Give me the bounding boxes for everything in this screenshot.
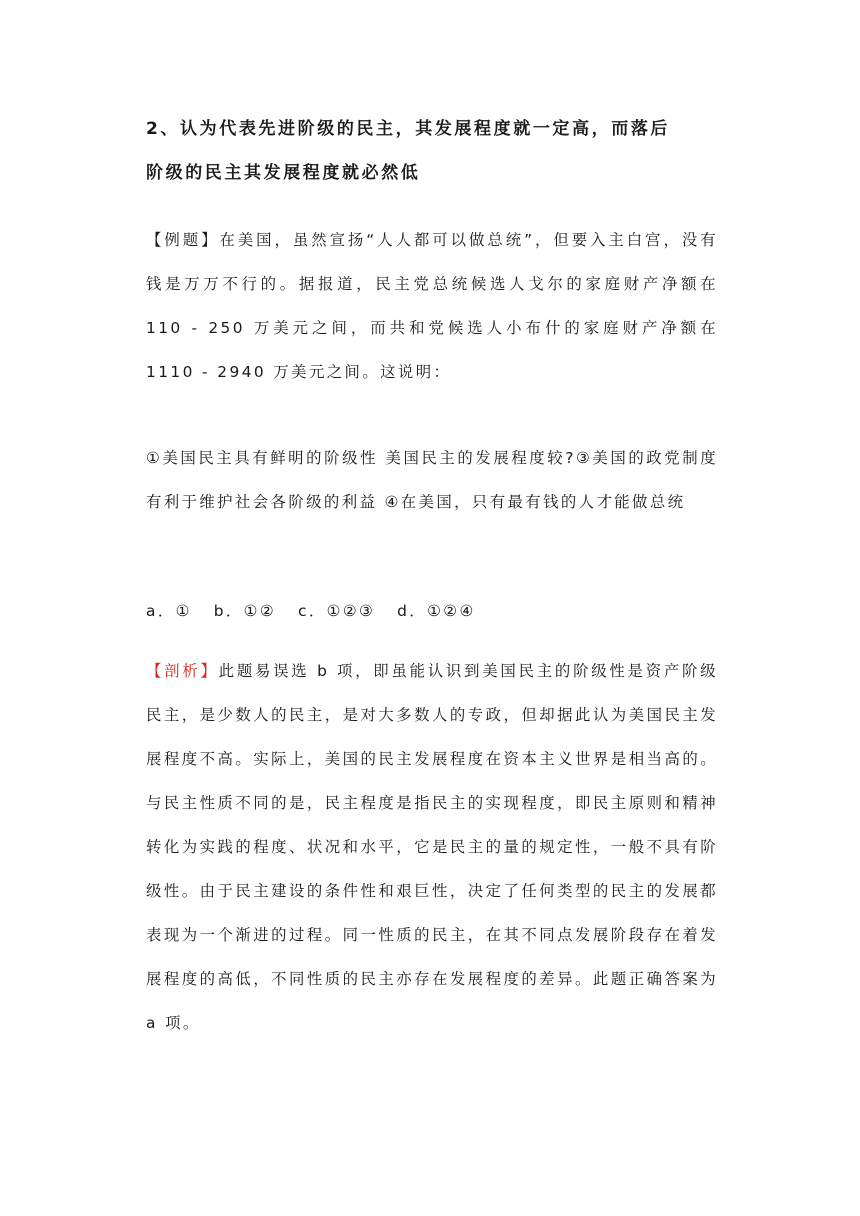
choice-d: d．①②④ — [397, 602, 476, 620]
example-text: 在美国，虽然宣扬“人人都可以做总统”，但要入主白宫，没有钱是万万不行的。据报道，民主党总统候选人戈尔的家庭财产净额在 110 - 250 万美元之间，而共和党候选人小布什的家庭财产净额在 1110 - 2940 万美元之间。这说明： — [146, 231, 718, 381]
section-heading-line2: 阶级的民主其发展程度就必然低 — [146, 163, 421, 183]
section-heading-line1: 2、认为代表先进阶级的民主，其发展程度就一定高，而落后 — [146, 119, 671, 139]
choice-a: a．① — [146, 602, 192, 620]
statements-paragraph — [146, 436, 718, 524]
example-tag: 【例题】 — [146, 231, 220, 249]
analysis-paragraph — [146, 649, 718, 1045]
section-heading — [146, 107, 726, 195]
example-paragraph — [146, 218, 718, 394]
analysis-text: 此题易误选 b 项，即虽能认识到美国民主的阶级性是资产阶级民主，是少数人的民主，是对大多数人的专政，但却据此认为美国民主发展程度不高。实际上，美国的民主发展程度在资本主义世界是相当高的。与民主性质不同的是，民主程度是指民主的实现程度，即民主原则和精神转化为实践的程度、状况和水平，它是民主的量的规定性，一般不具有阶级性。由于民主建设的条件性和艰巨性，决定了任何类型的民主的发展都表现为一个渐进的过程。同一性质的民主，在其不同点发展阶段存在着发展程度的高低，不同性质的民主亦存在发展程度的差异。此题正确答案为 a 项。 — [146, 662, 718, 1032]
choice-b: b．①② — [213, 602, 277, 620]
answer-choices — [146, 589, 718, 633]
analysis-tag: 【剖析】 — [146, 662, 219, 680]
choice-c: c．①②③ — [297, 602, 376, 620]
statements-text: ①美国民主具有鲜明的阶级性 美国民主的发展程度较?③美国的政党制度有利于维护社会各阶级的利益 ④在美国，只有最有钱的人才能做总统 — [146, 449, 718, 511]
